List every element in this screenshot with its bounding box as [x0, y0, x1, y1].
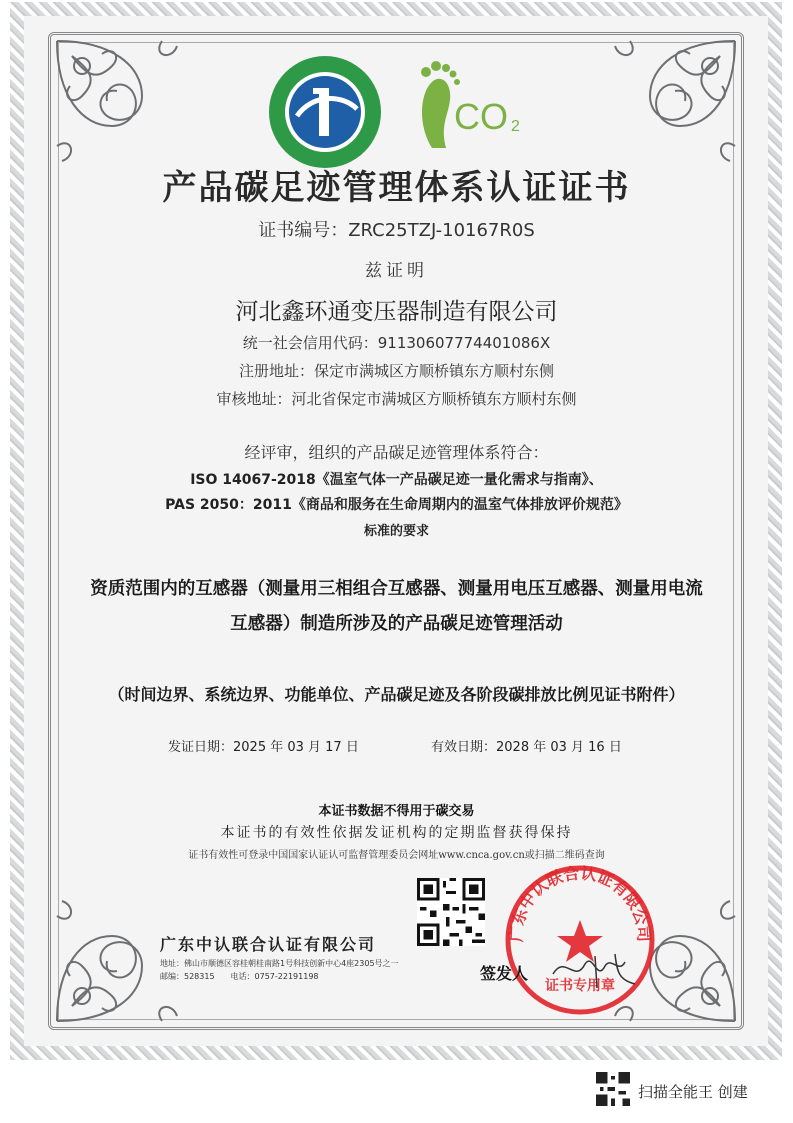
credit-code: 统一社会信用代码：91130607774401086X: [242, 334, 551, 352]
validity-statement: 本证书的有效性依据发证机构的定期监督获得保持: [220, 825, 573, 841]
standard-requirement: 标准的要求: [363, 524, 429, 539]
seal-ring-text: 广东中认联合认证有限公司: [506, 863, 654, 943]
standard-pas: PAS 2050：2011《商品和服务在生命周期内的温室气体排放评价规范》: [165, 497, 628, 513]
conformity-intro: 经评审，组织的产品碳足迹管理体系符合：: [244, 443, 549, 462]
annex-note: （时间边界、系统边界、功能单位、产品碳足迹及各阶段碳排放比例见证书附件）: [108, 685, 685, 704]
valid-date: 有效日期：2028 年 03 月 16 日: [431, 740, 622, 755]
registered-address: 注册地址：保定市满城区方顺桥镇东方顺村东侧: [238, 362, 554, 380]
issuer-address: 地址：佛山市顺德区容桂朝桂南路1号科技创新中心4座2305号之一: [160, 959, 399, 968]
scope-line-1: 资质范围内的互感器（测量用三相组合互感器、测量用电压互感器、测量用电流: [90, 579, 703, 599]
scanner-watermark: 扫描全能王 创建: [638, 1083, 748, 1101]
issuer-name: 广东中认联合认证有限公司: [160, 935, 377, 954]
company-name: 河北鑫环通变压器制造有限公司: [235, 299, 558, 325]
certificate-number: 证书编号：ZRC25TZJ-10167R0S: [258, 220, 535, 241]
handwritten-signature: [545, 944, 645, 994]
issuer-contact: 邮编：528315 电话：0757-22191198: [160, 972, 319, 981]
issue-date: 发证日期：2025 年 03 月 17 日: [168, 740, 359, 755]
scanner-app-icon: [596, 1072, 630, 1106]
svg-text:证书专用章: 证书专用章: [545, 978, 615, 994]
trading-warning: 本证书数据不得用于碳交易: [318, 804, 475, 819]
hereby-certify: 兹证明: [365, 261, 428, 281]
certification-body-logo: [267, 54, 383, 170]
qr-code[interactable]: [417, 878, 485, 946]
standard-iso: ISO 14067-2018《温室气体一产品碳足迹一量化需求与指南》、: [190, 472, 603, 488]
audit-address: 审核地址：河北省保定市满城区方顺桥镇东方顺村东侧: [216, 390, 577, 408]
official-seal: [500, 860, 660, 1020]
signer-label: 签发人: [480, 964, 529, 983]
co2-subscript: 2: [511, 118, 520, 135]
carbon-footprint-logo: [410, 56, 530, 152]
co2-text: CO: [454, 96, 508, 137]
certificate-title: 产品碳足迹管理体系认证证书: [162, 168, 631, 208]
query-statement: 证书有效性可登录中国国家认证认可监督管理委员会网址www.cnca.gov.cn或扫描二维码查询: [188, 850, 605, 861]
scope-line-2: 互感器）制造所涉及的产品碳足迹管理活动: [230, 614, 563, 634]
